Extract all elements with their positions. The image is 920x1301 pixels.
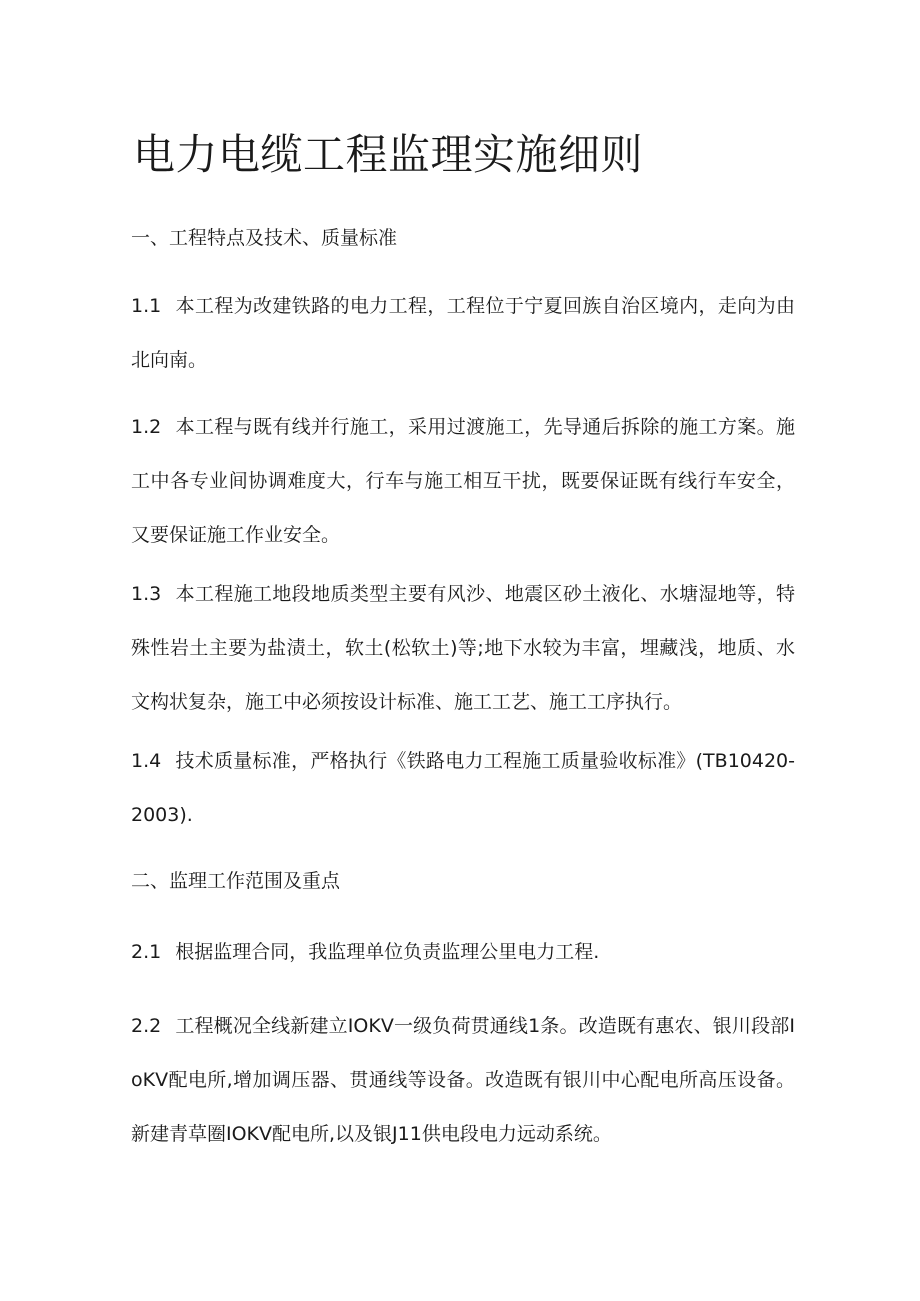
paragraph-number: 1.3 [131,583,162,605]
paragraph-text: 本工程为改建铁路的电力工程，工程位于宁夏回族自治区境内，走向为由北向南。 [131,295,795,371]
paragraph-1-2 [131,400,795,562]
paragraph-text: 本工程施工地段地质类型主要有风沙、地震区砂土液化、水塘湿地等，特殊性岩土主要为盐渍土，软土(松软土)等;地下水较为丰富，埋藏浅，地质、水文构状复杂，施工中必须按设计标准、施工工艺、施工工序执行。 [131,583,795,713]
section-heading-2: 二、监理工作范围及重点 [131,870,341,892]
section-heading-1: 一、工程特点及技术、质量标准 [131,227,398,249]
paragraph-2-2 [131,999,795,1161]
paragraph-number: 2.1 [131,941,162,963]
paragraph-number: 1.4 [131,750,162,772]
document-title: 电力电缆工程监理实施细则 [133,130,644,179]
paragraph-text: 根据监理合同，我监理单位负责监理公里电力工程. [175,941,600,963]
paragraph-number: 1.1 [131,295,162,317]
paragraph-number: 1.2 [131,416,162,438]
paragraph-text: 本工程与既有线并行施工，采用过渡施工，先导通后拆除的施工方案。施工中各专业间协调难度大，行车与施工相互干扰，既要保证既有线行车安全，又要保证施工作业安全。 [131,416,795,546]
paragraph-number: 2.2 [131,1015,162,1037]
paragraph-text: 工程概况全线新建立IOKV一级负荷贯通线1条。改造既有惠农、银川段部IoKV配电所,增加调压器、贯通线等设备。改造既有银川中心配电所高压设备。新建青草圈IOKV配电所,以及银J11供电段电力远动系统。 [131,1015,795,1145]
paragraph-text: 技术质量标准，严格执行《铁路电力工程施工质量验收标准》(TB10420-2003). [131,750,795,826]
paragraph-1-1 [131,279,795,387]
paragraph-1-3 [131,567,795,729]
paragraph-1-4 [131,734,795,842]
paragraph-2-1 [131,925,795,979]
